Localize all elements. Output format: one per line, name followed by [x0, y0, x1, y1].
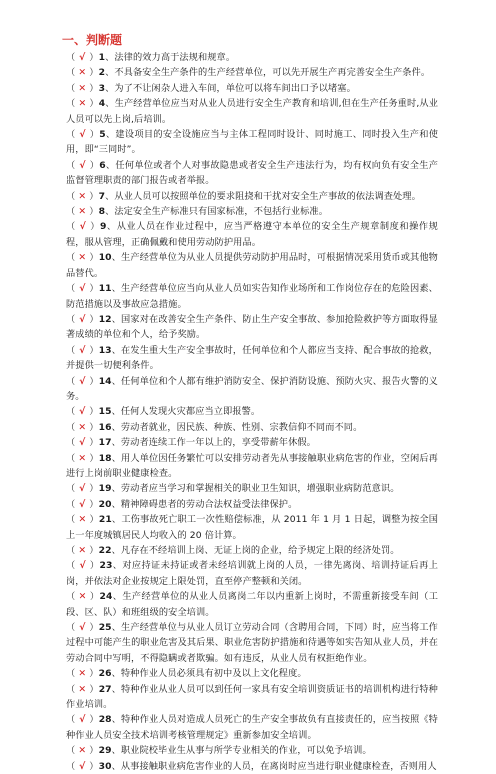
number-separator: 、 [105, 159, 116, 171]
number-separator: 、 [111, 760, 121, 772]
bracket-open: （ [66, 683, 76, 695]
number-separator: 、 [105, 67, 115, 79]
question-text: 任何单位或者个人对事故隐患或者安全生产违法行为，均有权向负有安全生产监督管理职责的部门报告或者举报。 [66, 159, 438, 187]
check-mark-icon: √ [79, 622, 86, 634]
bracket-close: ） [89, 560, 100, 572]
bracket-open: （ [66, 622, 76, 634]
question-text: 法定安全生产标准只有国家标准，不包括行业标准。 [114, 206, 329, 218]
question-text: 特种作业人员必须具有初中及以上文化程度。 [120, 668, 307, 680]
number-separator: 、 [106, 221, 117, 233]
question-item [66, 512, 438, 543]
check-mark-icon: √ [79, 159, 86, 171]
bracket-close: ） [89, 159, 100, 171]
question-number: 9 [99, 221, 107, 233]
question-item [66, 682, 438, 713]
check-mark-icon: √ [79, 498, 86, 510]
bracket-close: ） [89, 421, 99, 433]
question-number: 17 [98, 437, 112, 449]
bracket-open: （ [66, 67, 76, 79]
question-text: 生产经营单位为从业人员提供劳动防护用品时，可根据情况采用货币或其他物品替代。 [66, 252, 438, 279]
question-number: 15 [98, 406, 112, 418]
bracket-close: ） [89, 622, 99, 634]
bracket-open: （ [66, 52, 76, 63]
bracket-close: ） [89, 129, 100, 141]
bracket-open: （ [66, 714, 76, 726]
bracket-open: （ [66, 221, 76, 233]
check-mark-icon: √ [79, 344, 86, 356]
bracket-close: ） [89, 760, 99, 772]
bracket-close: ） [89, 714, 99, 726]
bracket-close: ） [89, 406, 99, 418]
bracket-close: ） [89, 252, 99, 264]
question-item [66, 81, 438, 96]
cross-mark-icon: ✕ [78, 452, 87, 464]
question-item [66, 158, 438, 189]
number-separator: 、 [112, 591, 123, 603]
number-separator: 、 [111, 344, 122, 356]
question-text: 从事接触职业病危害作业的人员，在离岗时应当进行职业健康检查，否则用人 [120, 760, 437, 772]
bracket-open: （ [66, 252, 76, 264]
question-item [66, 589, 438, 620]
check-mark-icon: √ [79, 283, 86, 295]
bracket-open: （ [66, 668, 76, 680]
bracket-close: ） [89, 344, 99, 356]
bracket-close: ） [89, 283, 99, 295]
cross-mark-icon: ✕ [78, 98, 87, 110]
check-mark-icon: √ [79, 760, 86, 772]
number-separator: 、 [111, 745, 121, 757]
question-text: 从业人员在作业过程中，应当严格遵守本单位的安全生产规章制度和操作规程，服从管理，正确佩戴和使用劳动防护用品。 [66, 221, 438, 248]
number-separator: 、 [111, 313, 122, 325]
number-separator: 、 [111, 406, 121, 418]
bracket-open: （ [66, 591, 76, 603]
question-number: 24 [99, 591, 113, 603]
question-number: 7 [98, 190, 106, 202]
question-number: 28 [98, 714, 112, 726]
bracket-open: （ [66, 190, 76, 202]
question-text: 为了不让闲杂人进入车间，单位可以将车间出口予以堵塞。 [114, 82, 356, 94]
bracket-open: （ [66, 313, 76, 325]
number-separator: 、 [112, 560, 123, 572]
number-separator: 、 [111, 514, 122, 526]
number-separator: 、 [105, 98, 115, 110]
question-number: 18 [98, 452, 112, 464]
bracket-open: （ [66, 283, 76, 295]
bracket-open: （ [66, 483, 76, 495]
question-item [66, 281, 438, 312]
check-mark-icon: √ [79, 560, 86, 572]
question-number: 5 [99, 129, 106, 141]
check-mark-icon: √ [79, 221, 86, 233]
number-separator: 、 [111, 252, 122, 264]
question-item [66, 451, 438, 482]
question-item [66, 127, 438, 158]
bracket-close: ） [89, 221, 100, 233]
question-text: 在发生重大生产安全事故时，任何单位和个人都应当支持、配合事故的抢救，并提供一切便利条件。 [66, 344, 438, 372]
question-number: 1 [98, 52, 106, 63]
bracket-close: ） [89, 82, 99, 94]
check-mark-icon: √ [79, 129, 86, 141]
bracket-close: ） [89, 545, 99, 556]
bracket-close: ） [89, 514, 99, 526]
cross-mark-icon: ✕ [78, 206, 87, 218]
question-text: 对应持证未持证或者未经培训就上岗的人员，一律先离岗、培训持证后再上岗，并依法对企业按规定上限处罚，直至停产整顿和关闭。 [66, 560, 438, 587]
question-number: 21 [98, 514, 112, 526]
question-item [66, 743, 438, 758]
question-text: 凡存在不经培训上岗、无证上岗的企业，给予规定上限的经济处罚。 [120, 545, 400, 556]
question-text: 生产经营单位应当向从业人员如实告知作业场所和工作岗位存在的危险因素、防范措施以及事故应急措施。 [66, 283, 438, 310]
bracket-close: ） [89, 190, 99, 202]
cross-mark-icon: ✕ [78, 82, 87, 94]
cross-mark-icon: ✕ [78, 683, 87, 695]
question-item [66, 558, 438, 589]
question-number: 23 [99, 560, 113, 572]
cross-mark-icon: ✕ [78, 190, 87, 202]
question-item [66, 50, 438, 65]
bracket-open: （ [66, 560, 76, 572]
question-item [66, 404, 438, 419]
question-item [66, 312, 438, 343]
bracket-close: ） [89, 313, 99, 325]
check-mark-icon: √ [79, 714, 86, 726]
number-separator: 、 [111, 483, 121, 495]
question-number: 13 [98, 344, 112, 356]
question-item [66, 189, 438, 204]
question-text: 生产经营单位应当对从业人员进行安全生产教育和培训,但在生产任务重时,从业人员可以先上岗,后培训。 [66, 98, 438, 125]
question-item [66, 481, 438, 496]
question-text: 国家对在改善安全生产条件、防止生产安全事故、参加抢险救护等方面取得显著成绩的单位和个人，给予奖励。 [66, 313, 438, 341]
question-text: 劳动者连续工作一年以上的，享受带薪年休假。 [120, 437, 316, 449]
question-number: 19 [98, 483, 112, 495]
number-separator: 、 [105, 52, 115, 63]
question-text: 特种作业从业人员可以到任何一家具有安全培训资质证书的培训机构进行特种作业培训。 [66, 683, 438, 711]
question-number: 29 [98, 745, 112, 757]
question-item [66, 712, 438, 743]
bracket-open: （ [66, 437, 76, 449]
question-text: 用人单位因任务繁忙可以安排劳动者先从事接触职业病危害的作业，空闲后再进行上岗前职业健康检查。 [66, 452, 438, 479]
cross-mark-icon: ✕ [78, 252, 87, 264]
bracket-close: ） [89, 98, 99, 110]
number-separator: 、 [111, 622, 122, 634]
bracket-close: ） [89, 498, 99, 510]
bracket-close: ） [89, 67, 99, 79]
question-text: 劳动者就业，因民族、种族、性别、宗教信仰不同而不同。 [120, 421, 363, 433]
question-text: 劳动者应当学习和掌握相关的职业卫生知识，增强职业病防范意识。 [120, 483, 400, 495]
question-number: 4 [98, 98, 106, 110]
question-number: 12 [98, 313, 112, 325]
question-item [66, 219, 438, 250]
check-mark-icon: √ [79, 375, 86, 387]
bracket-close: ） [89, 52, 99, 63]
question-text: 不具备安全生产条件的生产经营单位，可以先开展生产再完善安全生产条件。 [114, 67, 431, 79]
question-item [66, 620, 438, 666]
bracket-open: （ [66, 498, 76, 510]
question-text: 任何单位和个人都有维护消防安全、保护消防设施、预防火灾、报告火警的义务。 [66, 375, 438, 402]
question-item [66, 420, 438, 435]
question-text: 特种作业人员对造成人员死亡的生产安全事故负有直接责任的，应当按照《特种作业人员安全技术培训考核管理规定》重新参加安全培训。 [66, 714, 438, 741]
cross-mark-icon: ✕ [78, 67, 87, 79]
question-text: 生产经营单位的从业人员离岗二年以内重新上岗时，不需重新接受车间（工段、区、队）和班组级的安全培训。 [66, 591, 438, 618]
question-item [66, 374, 438, 405]
bracket-open: （ [66, 514, 76, 526]
check-mark-icon: √ [79, 52, 86, 63]
bracket-close: ） [89, 683, 99, 695]
question-text: 工伤事故死亡职工一次性赔偿标准，从 2011 年 1 月 1 日起，调整为按全国上一年度城镇居民人均收入的 20 倍计算。 [66, 514, 438, 541]
question-text: 生产经营单位与从业人员订立劳动合同（含聘用合同，下同）时，应当将工作过程中可能产生的职业危害及其后果、职业危害防护措施和待遇等如实告知从业人员，并在劳动合同中写明，不得隐瞒或者欺骗。如有违反，从业人员有权拒绝作业。 [66, 622, 438, 664]
number-separator: 、 [105, 190, 115, 202]
bracket-open: （ [66, 82, 76, 94]
question-text: 职业院校毕业生从事与所学专业相关的作业，可以免予培训。 [120, 745, 372, 757]
question-number: 26 [98, 668, 112, 680]
cross-mark-icon: ✕ [78, 668, 87, 680]
bracket-open: （ [66, 421, 76, 433]
question-number: 6 [99, 159, 106, 171]
bracket-open: （ [66, 406, 76, 418]
question-number: 2 [98, 67, 106, 79]
question-text: 任何人发现火灾都应当立即报警。 [120, 406, 261, 418]
question-number: 8 [98, 206, 106, 218]
question-number: 27 [98, 683, 112, 695]
number-separator: 、 [111, 714, 122, 726]
question-number: 3 [98, 82, 106, 94]
question-number: 16 [98, 421, 112, 433]
question-item [66, 65, 438, 80]
question-text: 精神障碍患者的劳动合法权益受法律保护。 [120, 498, 298, 510]
cross-mark-icon: ✕ [78, 421, 87, 433]
bracket-close: ） [89, 375, 99, 387]
number-separator: 、 [111, 437, 121, 449]
cross-mark-icon: ✕ [78, 514, 87, 526]
check-mark-icon: √ [79, 313, 86, 325]
question-text: 建设项目的安全设施应当与主体工程同时设计、同时施工、同时投入生产和使用，即“三同时”。 [66, 129, 438, 156]
bracket-open: （ [66, 129, 76, 141]
question-number: 10 [98, 252, 112, 264]
question-number: 14 [98, 375, 112, 387]
bracket-open: （ [66, 545, 76, 556]
bracket-open: （ [66, 760, 76, 772]
number-separator: 、 [105, 206, 115, 218]
bracket-close: ） [89, 452, 99, 464]
number-separator: 、 [111, 683, 122, 695]
question-number: 22 [98, 545, 112, 556]
question-number: 25 [98, 622, 112, 634]
number-separator: 、 [111, 545, 121, 556]
cross-mark-icon: ✕ [78, 591, 87, 603]
question-item [66, 343, 438, 374]
question-item [66, 759, 438, 774]
number-separator: 、 [105, 129, 116, 141]
bracket-open: （ [66, 159, 76, 171]
bracket-close: ） [89, 745, 99, 757]
question-number: 30 [98, 760, 112, 772]
number-separator: 、 [111, 375, 122, 387]
question-item [66, 204, 438, 219]
bracket-close: ） [89, 437, 99, 449]
number-separator: 、 [111, 283, 122, 295]
check-mark-icon: √ [79, 406, 86, 418]
question-item [66, 497, 438, 512]
check-mark-icon: √ [79, 483, 86, 495]
cross-mark-icon: ✕ [78, 545, 87, 556]
bracket-open: （ [66, 344, 76, 356]
question-item [66, 250, 438, 281]
bracket-close: ） [89, 591, 100, 603]
number-separator: 、 [111, 452, 122, 464]
bracket-close: ） [89, 483, 99, 495]
number-separator: 、 [111, 421, 121, 433]
question-number: 11 [98, 283, 112, 295]
bracket-close: ） [89, 668, 99, 680]
bracket-open: （ [66, 98, 76, 110]
question-item [66, 96, 438, 127]
bracket-open: （ [66, 206, 76, 218]
bracket-close: ） [89, 206, 99, 218]
bracket-open: （ [66, 452, 76, 464]
number-separator: 、 [105, 82, 115, 94]
number-separator: 、 [111, 668, 121, 680]
section-title: 一、判断题 [62, 33, 123, 47]
question-item [66, 666, 438, 681]
number-separator: 、 [111, 498, 121, 510]
question-item [66, 435, 438, 450]
cross-mark-icon: ✕ [78, 745, 87, 757]
bracket-open: （ [66, 745, 76, 757]
check-mark-icon: √ [79, 437, 86, 449]
question-list [66, 50, 438, 774]
bracket-open: （ [66, 375, 76, 387]
question-number: 20 [98, 498, 112, 510]
question-text: 从业人员可以按照单位的要求阻挠和干扰对安全生产事故的依法调查处理。 [114, 190, 421, 202]
question-item [66, 543, 438, 558]
question-text: 法律的效力高于法规和规章。 [114, 52, 236, 63]
